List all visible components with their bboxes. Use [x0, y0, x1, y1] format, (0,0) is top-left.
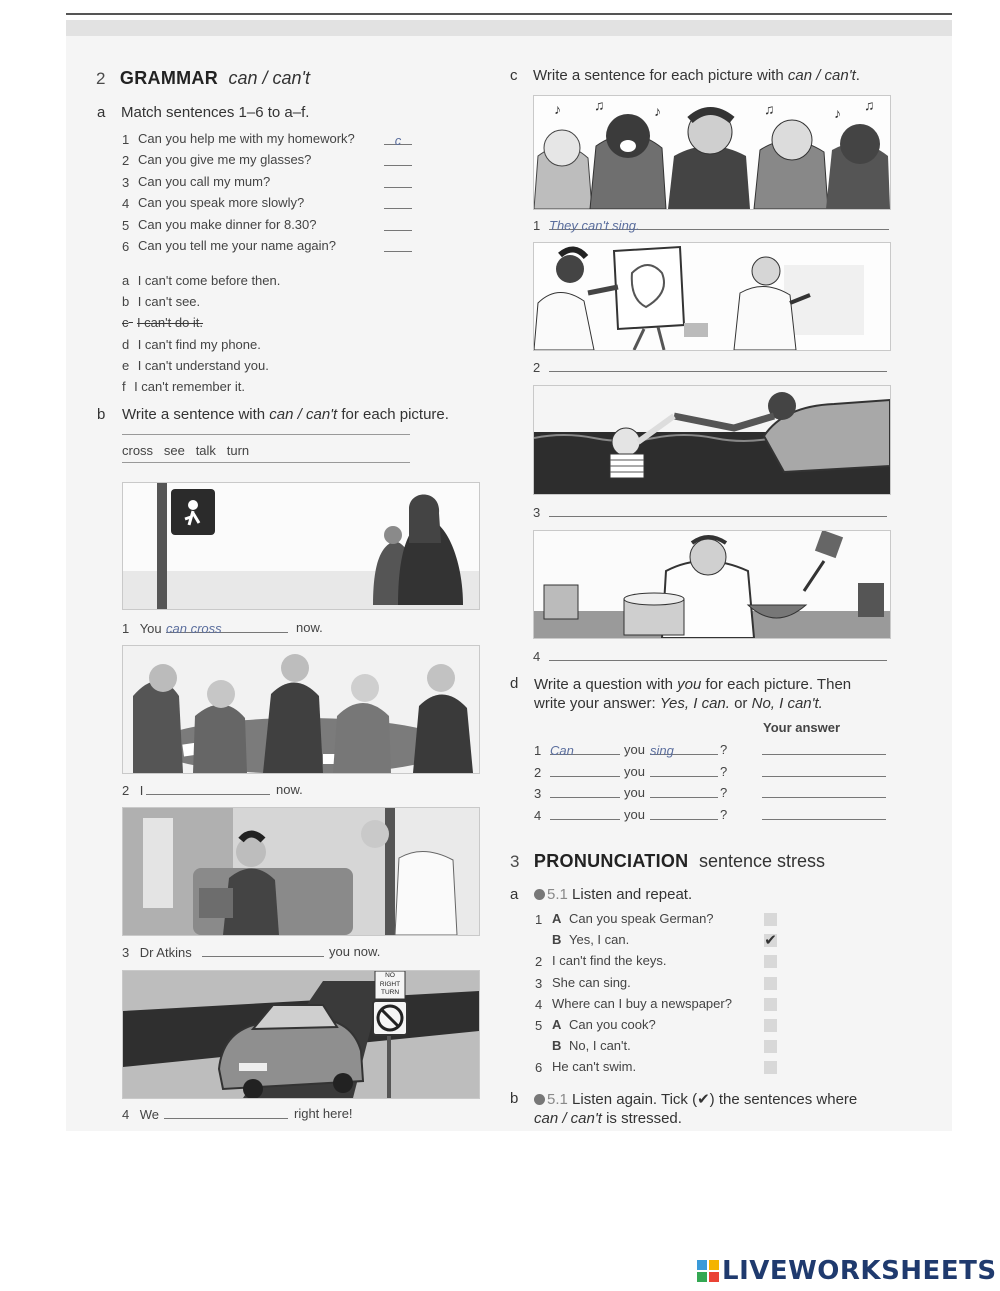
word-box-bottom-rule — [122, 462, 410, 463]
question-row: 4 Can you speak more slowly? — [122, 195, 422, 216]
answer-blank[interactable] — [384, 218, 412, 231]
question-row: 2 you ? — [534, 764, 894, 786]
question-table — [534, 742, 894, 828]
part-b-instruction: Write a sentence with can / can't for each picture. — [122, 406, 449, 423]
picture-crossing — [122, 482, 480, 610]
tick-box[interactable] — [764, 1019, 777, 1032]
tick-box[interactable] — [764, 955, 777, 968]
answer-blank[interactable]: can cross — [166, 620, 288, 633]
part-c-letter: c — [510, 67, 518, 84]
option-row: b I can't see. — [122, 294, 201, 310]
section-title: PRONUNCIATION — [533, 851, 689, 871]
top-rule — [66, 13, 952, 15]
answer-blank[interactable] — [384, 239, 412, 252]
picture-no-right-turn — [122, 970, 480, 1099]
question-row: 5 Can you make dinner for 8.30? — [122, 217, 422, 238]
option-row-used: c I can't do it. — [122, 315, 204, 331]
your-answer-header: Your answer — [763, 720, 841, 735]
question-row: 3 Can you call my mum? — [122, 174, 422, 195]
section-3-header — [510, 851, 825, 872]
tick-box[interactable] — [764, 1061, 777, 1074]
list-item: 5 A Can you cook? — [535, 1017, 780, 1038]
option-row: f I can't remember it. — [122, 378, 245, 394]
part-c-instruction: Write a sentence for each picture with can / can't. — [533, 67, 860, 84]
pronunciation-list — [535, 911, 780, 1081]
question-row: 6 Can you tell me your name again? — [122, 238, 422, 259]
svg-text:♫: ♫ — [764, 101, 775, 117]
question-row: 2 Can you give me my glasses? — [122, 152, 422, 173]
part-d-letter: d — [510, 675, 519, 692]
part-b-letter: b — [97, 406, 106, 423]
answer-blank[interactable] — [384, 196, 412, 209]
section-number: 3 — [510, 852, 520, 871]
match-options — [122, 272, 422, 399]
list-item: 1 A Can you speak German? — [535, 911, 780, 932]
b-sentence-1: 1 You can cross now. — [122, 620, 323, 636]
logo-grid-icon — [697, 1260, 719, 1282]
no-right-turn-sign: NO RIGHT TURN — [379, 972, 401, 996]
section-2-header — [96, 68, 310, 89]
verb-blank[interactable]: sing — [650, 742, 718, 755]
question-row: 3 you ? — [534, 785, 894, 807]
word-box-top-rule — [122, 434, 410, 435]
part-3b-letter: b — [510, 1090, 519, 1107]
modal-blank[interactable] — [550, 764, 620, 777]
section-number: 2 — [96, 69, 106, 88]
top-band — [66, 20, 952, 36]
list-item: 2 I can't find the keys. — [535, 953, 780, 974]
picture-waiting-room — [122, 807, 480, 936]
your-answer-blank[interactable] — [762, 742, 886, 755]
audio-icon[interactable] — [534, 889, 545, 900]
audio-icon[interactable] — [534, 1094, 545, 1105]
verb-blank[interactable] — [650, 764, 718, 777]
word-box: cross see talk turn — [122, 443, 250, 458]
list-item: 4 Where can I buy a newspaper? — [535, 996, 780, 1017]
part-3b-instruction: 5.1 Listen again. Tick (✔) the sentences where can / can't is stressed. — [534, 1091, 858, 1127]
picture-meeting — [122, 645, 480, 774]
svg-text:♪: ♪ — [554, 101, 561, 117]
picture-swimmer — [533, 385, 891, 495]
svg-text:♫: ♫ — [594, 97, 605, 113]
your-answer-blank[interactable] — [762, 785, 886, 798]
part-a-letter: a — [97, 104, 106, 121]
b-sentence-3: 3 Dr Atkins you now. — [122, 944, 381, 960]
option-row: a I can't come before then. — [122, 273, 281, 288]
c-sentence-2: 2 — [533, 359, 889, 377]
answer-blank[interactable] — [384, 153, 412, 166]
tick-box[interactable] — [764, 998, 777, 1011]
answer-blank[interactable]: They can't sing. — [549, 217, 889, 230]
modal-blank[interactable]: Can — [550, 742, 620, 755]
modal-blank[interactable] — [550, 807, 620, 820]
tick-box[interactable] — [764, 1040, 777, 1053]
part-3a-letter: a — [510, 886, 519, 903]
section-subtitle: can / can't — [228, 68, 310, 88]
tick-box[interactable] — [764, 977, 777, 990]
answer-blank[interactable] — [549, 648, 887, 661]
option-row: d I can't find my phone. — [122, 336, 261, 352]
verb-blank[interactable] — [650, 785, 718, 798]
option-row: e I can't understand you. — [122, 357, 269, 373]
b-sentence-2: 2 I now. — [122, 782, 303, 798]
tick-box-checked[interactable]: ✔ — [764, 932, 777, 950]
part-a-instruction: Match sentences 1–6 to a–f. — [121, 104, 310, 121]
list-item: B No, I can't. — [535, 1038, 780, 1059]
answer-blank[interactable] — [384, 175, 412, 188]
c-sentence-1: 1 They can't sing. — [533, 217, 889, 235]
list-item: B Yes, I can. ✔ — [552, 932, 777, 950]
list-item: 6 He can't swim. — [535, 1059, 780, 1080]
list-item: 3 She can sing. — [535, 975, 780, 996]
answer-blank[interactable]: c — [384, 132, 412, 145]
section-subtitle: sentence stress — [698, 851, 825, 871]
tick-box[interactable] — [764, 913, 777, 926]
answer-blank[interactable] — [549, 359, 887, 372]
b-sentence-4: 4 We right here! — [122, 1106, 353, 1122]
answer-blank[interactable] — [549, 504, 887, 517]
section-title: GRAMMAR — [119, 68, 219, 88]
your-answer-blank[interactable] — [762, 807, 886, 820]
question-row: 1 Can you help me with my homework? c — [122, 131, 422, 152]
logo-text: LIVEWORKSHEETS — [722, 1256, 997, 1286]
track-number: 5.1 — [547, 1091, 568, 1108]
c-sentence-4: 4 — [533, 648, 889, 666]
modal-blank[interactable] — [550, 785, 620, 798]
question-row: 4 you ? — [534, 807, 894, 829]
question-row: 1 Can you sing ? — [534, 742, 894, 764]
answer-blank[interactable] — [164, 1106, 288, 1119]
your-answer-blank[interactable] — [762, 764, 886, 777]
part-3a-instruction: 5.1 Listen and repeat. — [534, 886, 692, 903]
track-number: 5.1 — [547, 886, 568, 903]
match-questions — [122, 131, 422, 259]
part-d-instruction: Write a question with you for each picture. Then write your answer: Yes, I can. or No, I can't. — [534, 676, 852, 712]
c-sentence-3: 3 — [533, 504, 889, 522]
svg-text:♪: ♪ — [834, 105, 841, 121]
picture-painter — [533, 242, 891, 351]
picture-cook — [533, 530, 891, 639]
answer-blank[interactable] — [202, 944, 324, 957]
picture-singers — [533, 95, 891, 210]
svg-text:♪: ♪ — [654, 103, 661, 119]
verb-blank[interactable] — [650, 807, 718, 820]
svg-text:♫: ♫ — [864, 97, 875, 113]
answer-blank[interactable] — [146, 782, 270, 795]
